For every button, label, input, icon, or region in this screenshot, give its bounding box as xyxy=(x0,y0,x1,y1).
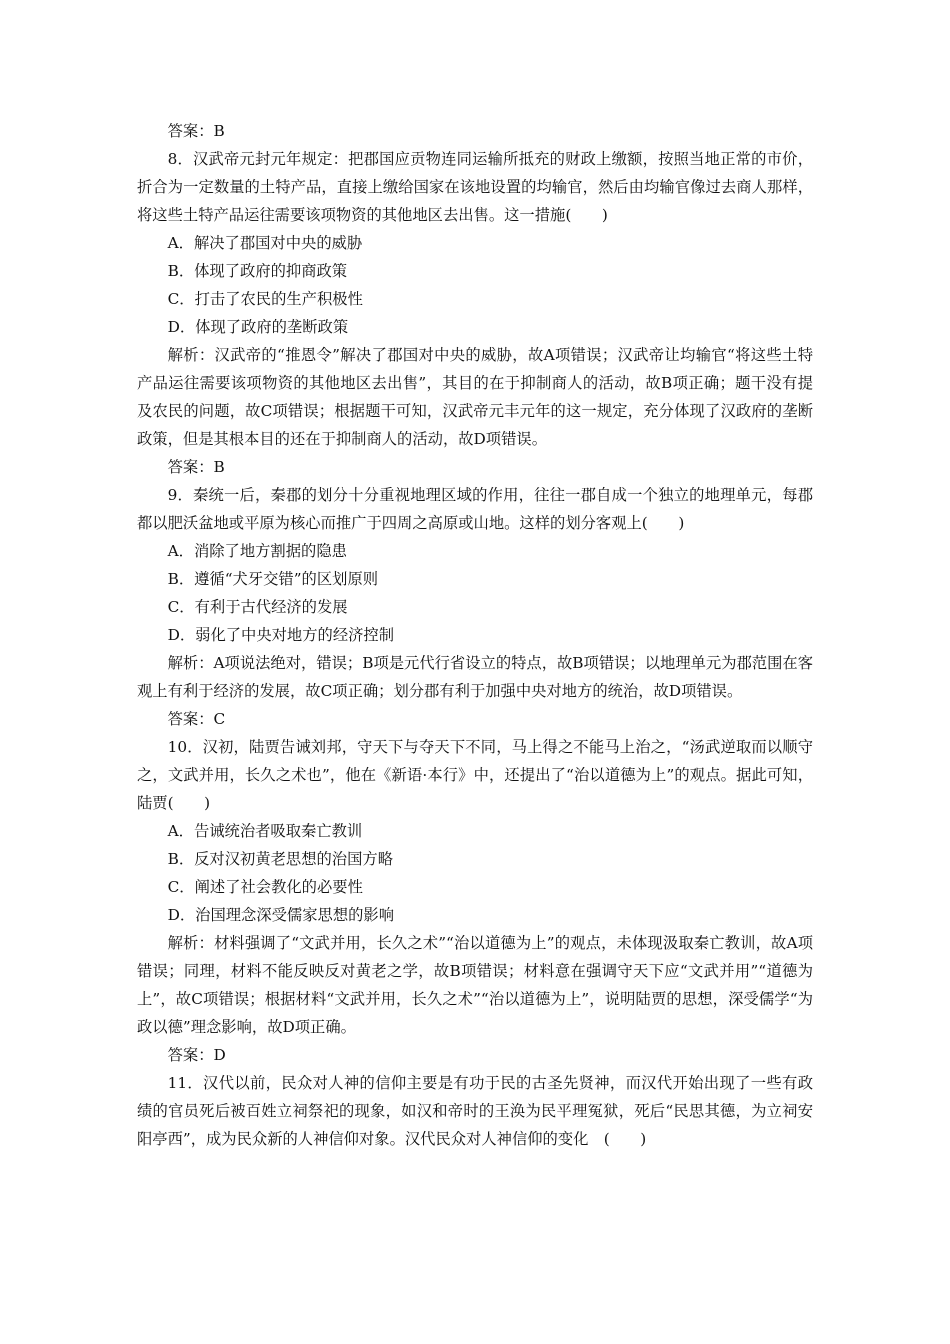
question-10-option-a: A．告诫统治者吸取秦亡教训 xyxy=(167,822,363,840)
question-10-stem: 10．汉初，陆贾告诫刘邦，守天下与夺天下不同，马上得之不能马上治之，“汤武逆取而以顺守之，文武并用，长久之术也”，他在《新语·本行》中，还提出了“治以道德为上”的观点。据此可知，陆贾( ) xyxy=(137,738,813,812)
question-8-option-b: B．体现了政府的抑商政策 xyxy=(167,262,348,280)
answer-7: 答案：B xyxy=(167,122,225,140)
question-10-option-b: B．反对汉初黄老思想的治国方略 xyxy=(167,850,393,868)
question-11-stem: 11．汉代以前，民众对人神的信仰主要是有功于民的古圣先贤神，而汉代开始出现了一些有政绩的官员死后被百姓立祠祭祀的现象，如汉和帝时的王涣为民平理冤狱，死后“民思其德，为立祠安阳亭西”，成为民众新的人神信仰对象。汉代民众对人神信仰的变化 ( ) xyxy=(137,1074,813,1148)
question-10-option-c: C．阐述了社会教化的必要性 xyxy=(167,878,363,896)
question-10-option-d: D．治国理念深受儒家思想的影响 xyxy=(167,906,395,924)
question-8-stem: 8．汉武帝元封元年规定：把郡国应贡物连同运输所抵充的财政上缴额，按照当地正常的市价，折合为一定数量的土特产品，直接上缴给国家在该地设置的均输官，然后由均输官像过去商人那样，将这些土特产品运往需要该项物资的其他地区去出售。这一措施( ) xyxy=(137,150,813,224)
answer-9: 答案：C xyxy=(167,710,226,728)
document-page xyxy=(137,117,813,1153)
question-9-option-d: D．弱化了中央对地方的经济控制 xyxy=(167,626,395,644)
question-9-option-b: B．遵循“犬牙交错”的区划原则 xyxy=(167,570,379,588)
question-9-stem: 9．秦统一后，秦郡的划分十分重视地理区域的作用，往往一郡自成一个独立的地理单元，每郡都以肥沃盆地或平原为核心而推广于四周之高原或山地。这样的划分客观上( ) xyxy=(137,486,813,532)
answer-10: 答案：D xyxy=(167,1046,226,1064)
question-9-option-a: A．消除了地方割据的隐患 xyxy=(167,542,347,560)
answer-8: 答案：B xyxy=(167,458,225,476)
question-8-option-c: C．打击了农民的生产积极性 xyxy=(167,290,363,308)
question-9-option-c: C．有利于古代经济的发展 xyxy=(167,598,348,616)
question-8-analysis: 解析：汉武帝的“推恩令”解决了郡国对中央的威胁，故A项错误；汉武帝让均输官“将这些土特产品运往需要该项物资的其他地区去出售”，其目的在于抑制商人的活动，故B项正确；题干没有提及农民的问题，故C项错误；根据题干可知，汉武帝元丰元年的这一规定，充分体现了汉政府的垄断政策，但是其根本目的还在于抑制商人的活动，故D项错误。 xyxy=(137,346,813,448)
question-10-analysis: 解析：材料强调了“文武并用，长久之术”“治以道德为上”的观点，未体现汲取秦亡教训，故A项错误；同理，材料不能反映反对黄老之学，故B项错误；材料意在强调守天下应“文武并用”“道德为上”，故C项错误；根据材料“文武并用，长久之术”“治以道德为上”，说明陆贾的思想，深受儒学“为政以德”理念影响，故D项正确。 xyxy=(137,934,813,1036)
question-8-option-d: D．体现了政府的垄断政策 xyxy=(167,318,349,336)
question-8-option-a: A．解决了郡国对中央的威胁 xyxy=(167,234,363,252)
question-9-analysis: 解析：A项说法绝对，错误；B项是元代行省设立的特点，故B项错误；以地理单元为郡范围在客观上有利于经济的发展，故C项正确；划分郡有利于加强中央对地方的统治，故D项错误。 xyxy=(137,654,814,700)
